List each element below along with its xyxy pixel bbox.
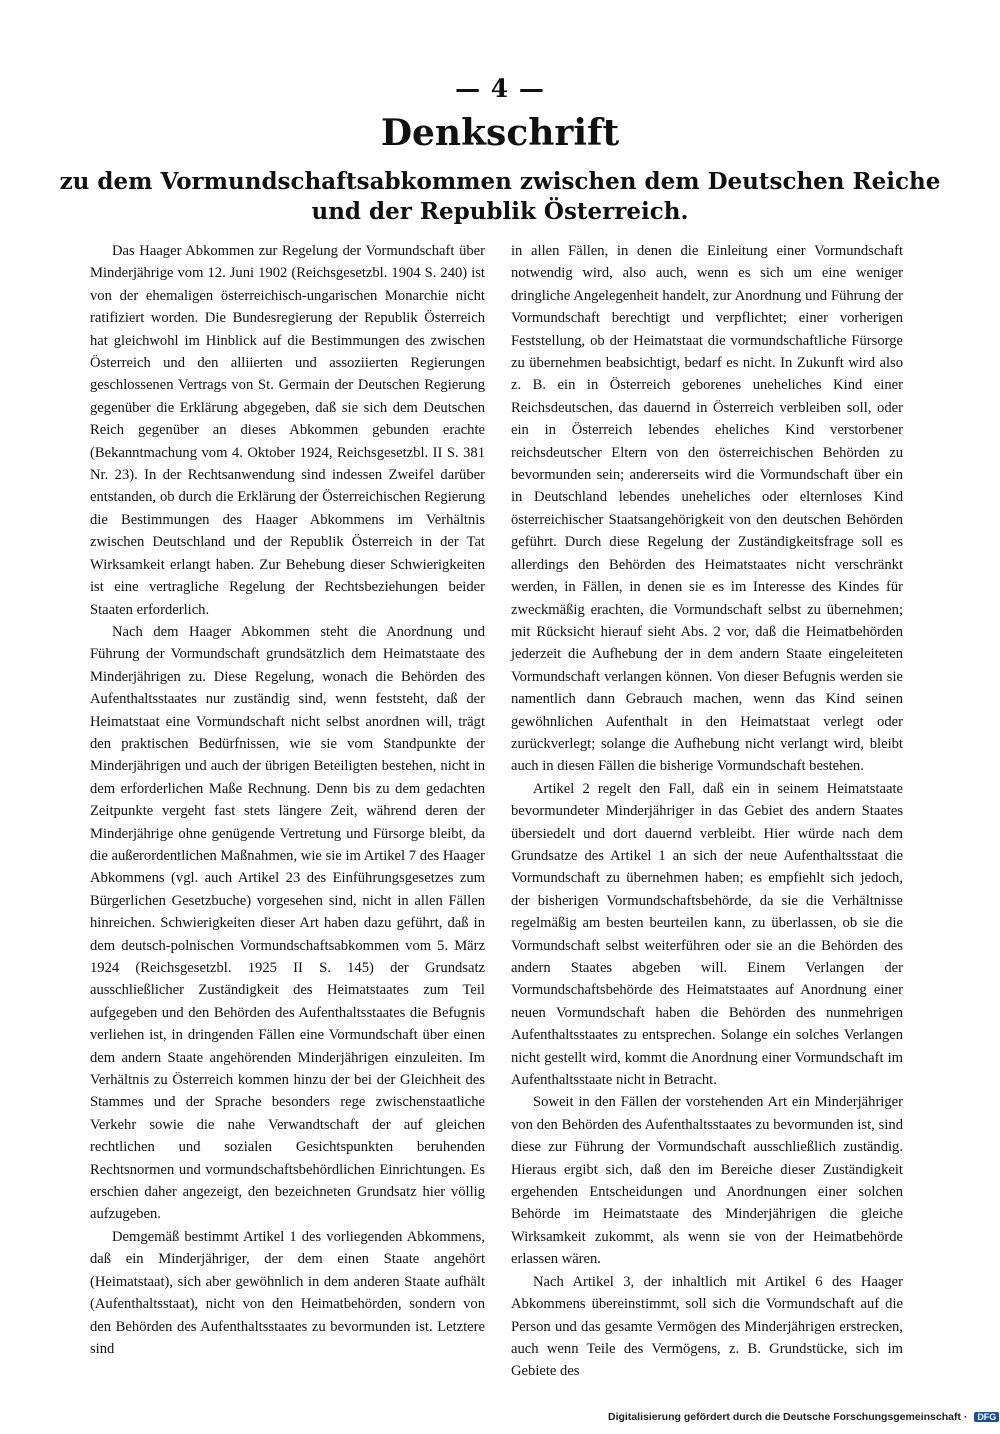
text-column-right [511,240,903,1380]
footer-text: Digitalisierung gefördert durch die Deutsche Forschungsgemeinschaft · [608,1411,968,1423]
paragraph: Das Haager Abkommen zur Regelung der Vormundschaft über Minderjährige vom 12. Juni 1902 (Reichsgesetzbl. 1904 S. 240) ist von der ehemaligen österreichisch-ungarischen Monarchie nicht ratifiziert worden. Die Bundesregierung der Republik Österreich hat gleichwohl im Hinblick auf die Bestimmungen des zwischen Österreich und den alliierten und assoziierten Regierungen geschlossenen Vertrags von St. Germain der Deutschen Regierung gegenüber die Erklärung abgegeben, daß sie sich dem Deutschen Reich gegenüber an dieses Abkommen gebunden erachte (Bekanntmachung vom 4. Oktober 1924, Reichsgesetzbl. II S. 381 Nr. 23). In der Rechtsanwendung sind indessen Zweifel darüber entstanden, ob durch die Erklärung der Österreichischen Regierung die Bestimmungen des Haager Abkommens im Verhältnis zwischen Deutschland und der Republik Österreich in der Tat Wirksamkeit erlangt haben. Zur Behebung dieser Schwierigkeiten ist eine vertragliche Regelung der Rechtsbeziehungen beider Staaten erforderlich. [90,243,485,618]
paragraph: Nach Artikel 3, der inhaltlich mit Artikel 6 des Haager Abkommens übereinstimmt, soll sich die Vormundschaft auf die Person und das gesamte Vermögen des Minderjährigen erstrecken, auch wenn Teile des Vermögens, z. B. Grundstücke, sich im Gebiete des [511,1273,903,1380]
paragraph: Artikel 2 regelt den Fall, daß ein in seinem Heimatstaate bevormundeter Minderjähriger in das Gebiet des andern Staates übersiedelt und dort dauernd verbleibt. Hier würde nach dem Grundsatze des Artikel 1 an sich der neue Aufenthaltsstaat die Vormundschaft zu übernehmen haben; es empfiehlt sich jedoch, der bisherigen Vormundschaftsbehörde, da sie die Verhältnisse regelmäßig am besten beurteilen kann, zu überlassen, ob sie die Vormundschaft selbst weiterführen oder sie an die Behörden des andern Staates abgeben will. Einem Verlangen der Vormundschaftsbehörde des Heimatstaates auf Anordnung einer neuen Vormundschaft haben die Behörden des nunmehrigen Aufenthaltsstaates zu entsprechen. Solange ein solches Verlangen nicht gestellt wird, kommt die Anordnung einer Vormundschaft im Aufenthaltsstaate nicht in Betracht. [511,780,903,1089]
text-column-left [90,240,485,1357]
document-title: Denkschrift [380,112,620,154]
document-subtitle-line2: und der Republik Österreich. [311,198,689,225]
digitization-footer [608,1411,999,1423]
page-number: — 4 — [455,74,545,103]
document-subtitle-line1: zu dem Vormundschaftsabkommen zwischen dem Deutschen Reiche [59,168,941,195]
dfg-logo: DFG [974,1412,999,1422]
paragraph: in allen Fällen, in denen die Einleitung einer Vormundschaft notwendig wird, also auch, wenn es sich um eine weniger dringliche Angelegenheit handelt, zur Anordnung und Führung der Vormundschaft berechtigt und verpflichtet; einer vorherigen Feststellung, ob der Heimatstaat die vormundschaftliche Fürsorge zu übernehmen beabsichtigt, bedarf es nicht. In Zukunft wird also z. B. ein in Österreich geborenes uneheliches Kind einer Reichsdeutschen, das dauernd in Österreich verbleiben soll, oder ein in Österreich lebendes eheliches Kind verstorbener reichsdeutscher Eltern von den österreichischen Behörden zu bevormunden sein; andererseits wird die Vormundschaft über ein in Deutschland lebendes uneheliches oder elternloses Kind österreichischer Staatsangehörigkeit von den deutschen Behörden geführt. Durch diese Regelung der Zuständigkeitsfrage soll es allerdings den Behörden des Heimatstaates nicht verschränkt werden, in Fällen, in denen sie es im Interesse des Kindes für zweckmäßig erachten, die Vormundschaft selbst zu übernehmen; mit Rücksicht hierauf sieht Abs. 2 vor, daß die Heimatbehörden jederzeit die Aufhebung der in dem andern Staate eingeleiteten Vormundschaft verlangen können. Von dieser Befugnis werden sie namentlich dann Gebrauch machen, wenn das Kind seinen gewöhnlichen Aufenthalt in den Heimatstaat verlegt oder zurückverlegt; solange die Aufhebung nicht verlangt wird, bleibt auch in diesen Fällen die bisherige Vormundschaft bestehen. [511,243,903,775]
paragraph: Soweit in den Fällen der vorstehenden Art ein Minderjähriger von den Behörden des Aufenthaltsstaates zu bevormunden ist, sind diese zur Führung der Vormundschaft ausschließlich zuständig. Hieraus ergibt sich, daß den im Bereiche dieser Zuständigkeit ergehenden Entscheidungen und Anordnungen einer solchen Behörde im Heimatstaate des Minderjährigen die gleiche Wirksamkeit zukommt, als wenn sie von der Heimatbehörde erlassen wären. [511,1094,903,1268]
paragraph: Demgemäß bestimmt Artikel 1 des vorliegenden Abkommens, daß ein Minderjähriger, der dem einen Staate angehört (Heimatstaat), sich aber gewöhnlich in dem anderen Staate aufhält (Aufenthaltsstaat), nicht von den Heimatbehörden, sondern von den Behörden des Aufenthaltsstaates zu bevormunden ist. Letztere sind [90,1228,485,1357]
paragraph: Nach dem Haager Abkommen steht die Anordnung und Führung der Vormundschaft grundsätzlich dem Heimatstaate des Minderjährigen zu. Diese Regelung, wonach die Behörden des Aufenthaltsstaates nur zuständig sind, wenn feststeht, daß der Heimatstaat eine Vormundschaft nicht selbst anordnen will, trägt den praktischen Bedürfnissen, wie sie vom Standpunkte der Minderjährigen und auch der übrigen Beteiligten bestehen, nicht in dem erforderlichen Maße Rechnung. Denn bis zu dem gedachten Zeitpunkte vergeht fast stets längere Zeit, während deren der Minderjährige ohne genügende Vertretung und Fürsorge bleibt, da die außerordentlichen Maßnahmen, wie sie im Artikel 7 des Haager Abkommens (vgl. auch Artikel 23 des Einführungsgesetzes zum Bürgerlichen Gesetzbuche) vorgesehen sind, nicht in allen Fällen hinreichen. Schwierigkeiten dieser Art haben dazu geführt, daß in dem deutsch-polnischen Vormundschaftsabkommen vom 5. März 1924 (Reichsgesetzbl. 1925 II S. 145) der Grundsatz ausschließlicher Zuständigkeit des Heimatstaates zum Teil aufgegeben und den Behörden des Aufenthaltsstaates die Befugnis verliehen ist, in dringenden Fällen eine Vormundschaft über einen dem andern Staate angehörenden Minderjährigen einzuleiten. Im Verhältnis zu Österreich kommen hinzu der bei der Gleichheit des Stammes und der Sprache besonders rege zwischenstaatliche Verkehr sowie die nahe Verwandtschaft der auf gleichen rechtlichen und sozialen Gesichtspunkten beruhenden Rechtsnormen und vormundschaftsbehördlichen Einrichtungen. Es erschien daher angezeigt, den bezeichneten Grundsatz hier völlig aufzugeben. [90,623,485,1223]
